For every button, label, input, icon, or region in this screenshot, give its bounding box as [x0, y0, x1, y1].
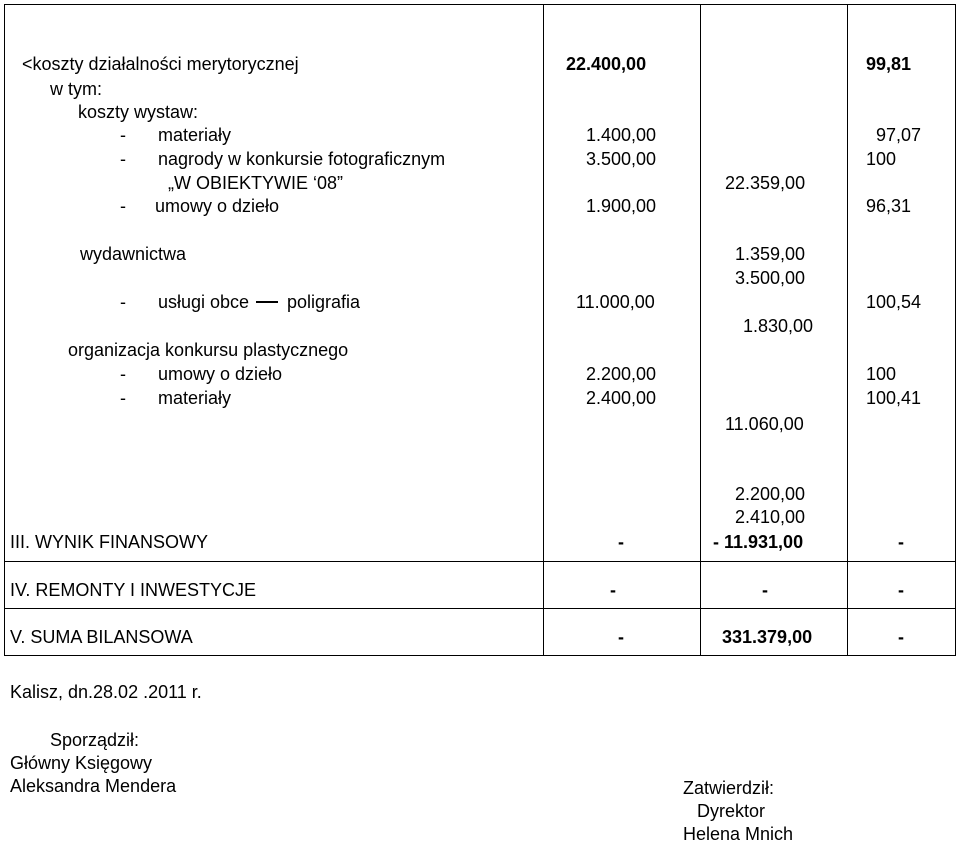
dash-4: -: [120, 292, 126, 312]
prizes-percent: 100: [866, 149, 897, 169]
materials2-label: materiały: [158, 388, 232, 408]
prizes-plan: 3.500,00: [586, 149, 657, 169]
table-border-top: [4, 4, 956, 5]
printing-dash: [256, 301, 278, 303]
result-plan: -: [618, 532, 624, 552]
obiektyw-label: „W OBIEKTYWIE ‘08”: [168, 173, 344, 193]
materials2-plan: 2.400,00: [586, 388, 657, 408]
table-divider-1: [543, 4, 544, 655]
dash-6: -: [120, 388, 126, 408]
dash-3: -: [120, 196, 126, 216]
exec-2200: 2.200,00: [735, 484, 806, 504]
exec-11060: 11.060,00: [725, 414, 804, 434]
repairs-exec: -: [762, 580, 768, 600]
obiektyw-exec: 22.359,00: [725, 173, 806, 193]
repairs-plan: -: [610, 580, 616, 600]
contracts1-label: umowy o dzieło: [155, 196, 280, 216]
exhibitions-label: koszty wystaw:: [78, 102, 199, 122]
row-separator-result: [4, 561, 956, 562]
result-label: III. WYNIK FINANSOWY: [10, 532, 209, 552]
exec-3500: 3.500,00: [735, 268, 806, 288]
result-exec: - 11.931,00: [713, 532, 804, 552]
result-percent: -: [898, 532, 904, 552]
repairs-label: IV. REMONTY I INWESTYCJE: [10, 580, 257, 600]
balance-exec: 331.379,00: [722, 627, 813, 647]
exec-2410: 2.410,00: [735, 507, 806, 527]
prizes-label: nagrody w konkursie fotograficznym: [158, 149, 446, 169]
table-border-right: [955, 4, 956, 655]
publications-exec: 1.359,00: [735, 244, 806, 264]
printing-percent: 100,54: [866, 292, 922, 312]
place-date: Kalisz, dn.28.02 .2011 r.: [10, 682, 202, 702]
balance-plan: -: [618, 627, 624, 647]
table-border-bottom: [4, 655, 956, 656]
merit-costs-plan: 22.400,00: [566, 54, 647, 74]
contracts2-label: umowy o dzieło: [158, 364, 283, 384]
merit-costs-label: <koszty działalności merytorycznej: [22, 54, 299, 74]
w-tym-label: w tym:: [50, 79, 102, 99]
materials1-plan: 1.400,00: [586, 125, 657, 145]
table-border-left: [4, 4, 5, 655]
merit-costs-percent: 99,81: [866, 54, 912, 74]
competition-label: organizacja konkursu plastycznego: [68, 340, 349, 360]
exec-1830: 1.830,00: [743, 316, 814, 336]
balance-percent: -: [898, 627, 904, 647]
prepared-role: Główny Księgowy: [10, 753, 153, 773]
printing-label-a: usługi obce: [158, 292, 250, 312]
balance-label: V. SUMA BILANSOWA: [10, 627, 193, 647]
table-divider-2: [700, 4, 701, 655]
dash-5: -: [120, 364, 126, 384]
contracts2-plan: 2.200,00: [586, 364, 657, 384]
approved-name: Helena Mnich: [683, 824, 794, 844]
printing-plan: 11.000,00: [576, 292, 655, 312]
contracts1-percent: 96,31: [866, 196, 912, 216]
approved-label: Zatwierdził:: [683, 778, 775, 798]
materials2-percent: 100,41: [866, 388, 922, 408]
printing-label-b: poligrafia: [287, 292, 361, 312]
contracts1-plan: 1.900,00: [586, 196, 657, 216]
prepared-name: Aleksandra Mendera: [10, 776, 177, 796]
contracts2-percent: 100: [866, 364, 897, 384]
repairs-percent: -: [898, 580, 904, 600]
prepared-label: Sporządził:: [50, 730, 140, 750]
approved-role: Dyrektor: [697, 801, 766, 821]
table-divider-3: [847, 4, 848, 655]
publications-label: wydawnictwa: [80, 244, 187, 264]
dash-2: -: [120, 149, 126, 169]
dash-1: -: [120, 125, 126, 145]
row-separator-repairs: [4, 608, 956, 609]
materials1-percent: 97,07: [876, 125, 922, 145]
materials1-label: materiały: [158, 125, 232, 145]
